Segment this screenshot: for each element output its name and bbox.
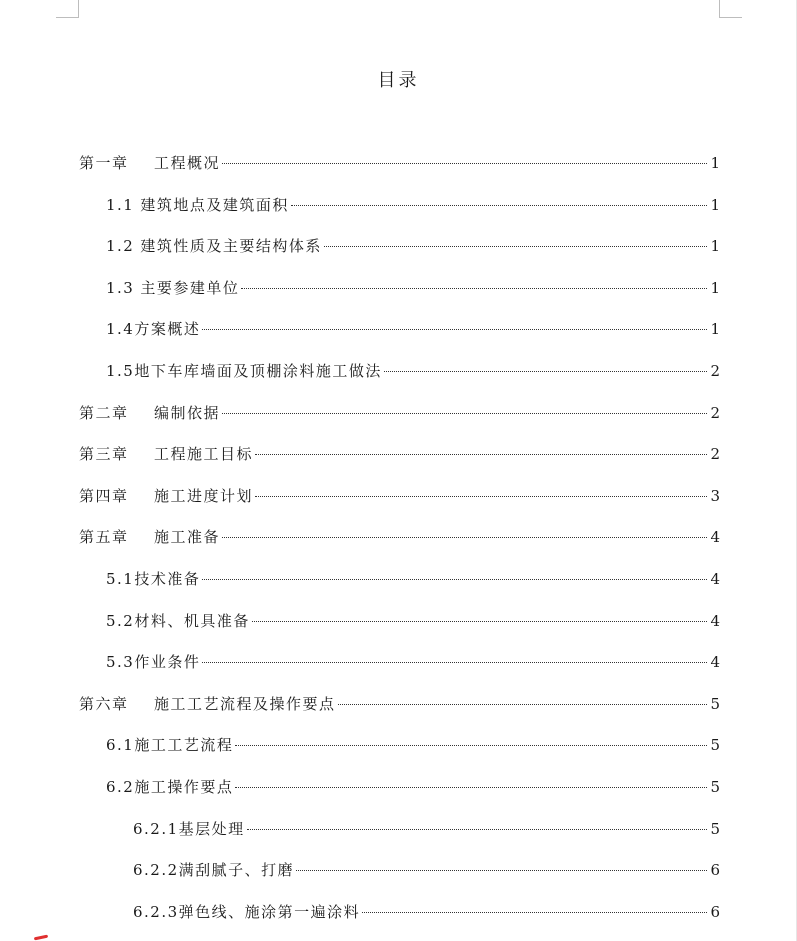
toc-entry-number: 第六章 xyxy=(79,694,129,713)
toc-entry-number: 1.1 xyxy=(106,195,135,214)
toc-entry-label: 工程施工目标 xyxy=(154,445,254,464)
toc-entry-number: 第二章 xyxy=(79,403,129,422)
toc-entry-1-5[interactable] xyxy=(79,351,720,393)
toc-entry-page: 2 xyxy=(710,445,720,464)
toc-entry-page: 1 xyxy=(710,195,720,214)
toc-entry-page: 5 xyxy=(710,777,720,796)
toc-entry-chapter-5[interactable] xyxy=(79,517,720,559)
toc-entry-label: 建筑地点及建筑面积 xyxy=(140,195,289,214)
toc-entry-page: 6 xyxy=(710,902,720,921)
toc-entry-label: 主要参建单位 xyxy=(140,278,240,297)
toc-entry-number: 6.2.2 xyxy=(133,861,179,880)
toc-entry-number: 6.2.3 xyxy=(133,902,179,921)
toc-entry-number: 1.2 xyxy=(106,237,135,256)
toc-leader xyxy=(222,163,707,164)
toc-entry-number: 6.2 xyxy=(106,777,135,796)
toc-entry-page: 4 xyxy=(710,611,720,630)
page-title: 目录 xyxy=(377,70,420,91)
toc-entry-page: 5 xyxy=(710,819,720,838)
toc-leader xyxy=(255,454,707,455)
toc-leader xyxy=(235,745,707,746)
toc-leader xyxy=(247,829,707,830)
toc-leader xyxy=(291,205,707,206)
toc-entry-chapter-1[interactable] xyxy=(79,143,720,185)
toc-entry-page: 1 xyxy=(710,278,720,297)
toc-entry-page: 2 xyxy=(710,403,720,422)
toc-entry-1-1[interactable] xyxy=(79,185,720,227)
toc-entry-number: 第三章 xyxy=(79,445,129,464)
toc-entry-label: 满刮腻子、打磨 xyxy=(178,861,295,880)
toc-leader xyxy=(222,413,707,414)
toc-entry-page: 6 xyxy=(710,861,720,880)
toc-entry-label: 技术准备 xyxy=(134,569,201,588)
toc-entry-page: 4 xyxy=(710,569,720,588)
toc-entry-number: 5.1 xyxy=(106,569,135,588)
toc-entry-label: 施工工艺流程 xyxy=(134,736,234,755)
toc-entry-label: 施工操作要点 xyxy=(134,777,234,796)
table-of-contents xyxy=(79,143,720,933)
toc-entry-chapter-6[interactable] xyxy=(79,684,720,726)
toc-entry-page: 4 xyxy=(710,528,720,547)
toc-entry-1-2[interactable] xyxy=(79,226,720,268)
toc-entry-1-3[interactable] xyxy=(79,268,720,310)
toc-leader xyxy=(252,621,707,622)
page-corner-top-left xyxy=(56,0,79,18)
toc-entry-number: 5.2 xyxy=(106,611,135,630)
toc-leader xyxy=(324,246,707,247)
toc-entry-5-3[interactable] xyxy=(79,642,720,684)
page-corner-top-right xyxy=(719,0,742,18)
toc-entry-label: 建筑性质及主要结构体系 xyxy=(140,237,322,256)
toc-entry-number: 5.3 xyxy=(106,653,135,672)
toc-entry-page: 4 xyxy=(710,653,720,672)
toc-entry-number: 第一章 xyxy=(79,154,129,172)
toc-entry-chapter-4[interactable] xyxy=(79,476,720,518)
toc-entry-label: 施工准备 xyxy=(154,528,221,547)
toc-entry-6-2-3[interactable] xyxy=(79,892,720,934)
toc-leader xyxy=(202,662,707,663)
toc-entry-page: 3 xyxy=(710,486,720,505)
toc-leader xyxy=(241,288,707,289)
toc-entry-label: 施工进度计划 xyxy=(154,486,254,505)
toc-entry-label: 编制依据 xyxy=(154,403,221,422)
toc-entry-page: 1 xyxy=(710,154,720,172)
toc-entry-chapter-3[interactable] xyxy=(79,434,720,476)
toc-entry-number: 1.4 xyxy=(106,320,135,339)
toc-entry-label: 基层处理 xyxy=(178,819,245,838)
toc-entry-label: 施工工艺流程及操作要点 xyxy=(154,694,336,713)
toc-entry-page: 1 xyxy=(710,320,720,339)
toc-entry-label: 弹色线、施涂第一遍涂料 xyxy=(178,902,361,921)
toc-entry-number: 1.3 xyxy=(106,278,135,297)
toc-leader xyxy=(235,787,707,788)
toc-entry-6-1[interactable] xyxy=(79,725,720,767)
toc-leader xyxy=(222,537,707,538)
red-mark xyxy=(34,935,48,941)
toc-leader xyxy=(338,704,707,705)
toc-leader xyxy=(255,496,707,497)
toc-entry-page: 1 xyxy=(710,237,720,256)
toc-leader xyxy=(202,329,707,330)
toc-leader xyxy=(202,579,707,580)
toc-entry-page: 5 xyxy=(710,694,720,713)
toc-entry-number: 第五章 xyxy=(79,528,129,547)
toc-entry-label: 材料、机具准备 xyxy=(134,611,250,630)
toc-entry-1-4[interactable] xyxy=(79,309,720,351)
toc-entry-number: 6.1 xyxy=(106,736,135,755)
toc-entry-page: 2 xyxy=(710,361,720,380)
toc-entry-6-2-2[interactable] xyxy=(79,850,720,892)
toc-entry-6-2-1[interactable] xyxy=(79,809,720,851)
toc-leader xyxy=(296,870,707,871)
toc-entry-label: 方案概述 xyxy=(134,320,201,339)
toc-entry-5-1[interactable] xyxy=(79,559,720,601)
toc-entry-5-2[interactable] xyxy=(79,601,720,643)
toc-leader xyxy=(384,371,707,372)
toc-entry-label: 工程概况 xyxy=(154,154,221,172)
toc-entry-number: 1.5 xyxy=(106,361,135,380)
toc-entry-number: 第四章 xyxy=(79,486,129,505)
toc-entry-label: 地下车库墙面及顶棚涂料施工做法 xyxy=(134,361,382,380)
toc-entry-6-2[interactable] xyxy=(79,767,720,809)
toc-entry-page: 5 xyxy=(710,736,720,755)
toc-entry-label: 作业条件 xyxy=(134,653,201,672)
toc-entry-number: 6.2.1 xyxy=(133,819,179,838)
toc-leader xyxy=(362,912,707,913)
toc-entry-chapter-2[interactable] xyxy=(79,393,720,435)
